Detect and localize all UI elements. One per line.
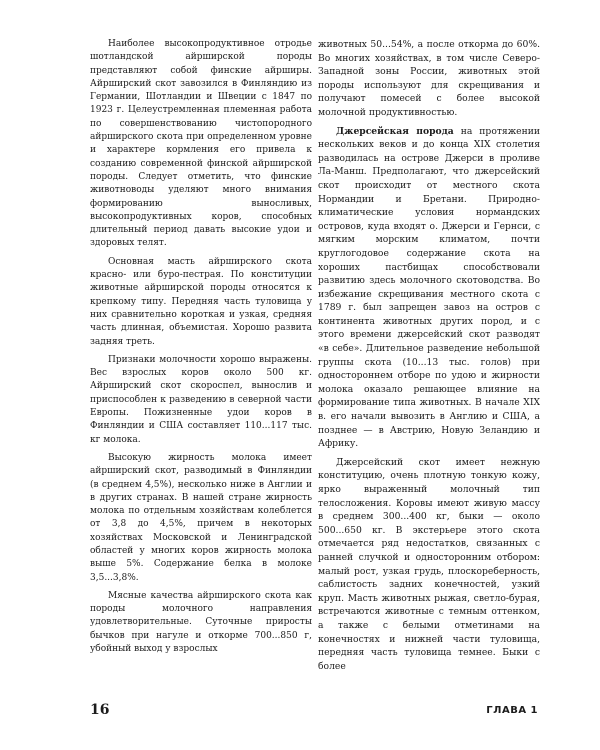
- paragraph-ayrshire-color: Основная масть айрширского скота красно- или буро-пестрая. По конституции животные айрширской породы относятся к крепкому типу. Передняя часть туловища у них сравнительно короткая и узкая, средняя часть длинная, объемистая. Хорошо развита задняя треть.: [90, 256, 312, 347]
- paragraph-ayrshire-fat-content: Высокую жирность молока имеет айрширский скот, разводимый в Финляндии (в среднем 4,5%), несколько ниже в Англии и в других странах. В нашей стране жирность молока по отдельным хозяйствам колеблется от 3,8 до 4,5%, причем в некоторых хозяйствах Московской и Ленинградской областей у многих коров жирность молока выше 5%. Содержание белка в молоке 3,5...3,8%.: [90, 452, 312, 583]
- paragraph-finnish-ayrshire: Наиболее высокопродуктивное отродье шотландской айрширской породы представляют собой финские айрширы. Айрширский скот завозился в Финляндию из Германии, Шотландии и Швеции с 1847 по 1923 г. Целеустремленная племенная работа по совершенствованию чистопородного айрширского скота при определенном уровне и характере кормления его привела к созданию современной финской айрширской породы. Следует отметить, что финские животноводы уделяют много внимания формированию выносливых, высокопродуктивных коров, способных длительный период давать высокие удои и здоровых телят.: [90, 39, 312, 249]
- running-head: ГЛАВА 1: [486, 705, 538, 716]
- paragraph-ayrshire-meat: Мясные качества айрширского скота как породы молочного направления удовлетворительные. Суточные приросты бычков при нагуле и откорме 700...850 г, убойный выход у взрослых: [90, 590, 312, 655]
- jersey-breed-term: Джерсейская порода: [336, 125, 454, 137]
- jersey-history-text: на протяжении нескольких веков и до конца XIX столетия разводилась на острове Джерси в проливе Ла-Манш. Предполагают, что джерсейский скот происходит от местного скота Нормандии и Бретани. Природно-климатические условия нормандских островов, куда входят о. Джерси и Гернси, с мягким морским климатом, почти круглогодовое содержание скота на хороших пастбищах способствовали развитию здесь молочного скотоводства. Во избежание скрещивания местного скота с 1789 г. был запрещен завоз на остров с континента животных других пород, и с этого времени джерсейский скот разводят «в себе». Длительное разведение небольшой группы скота (10...13 тыс. голов) при одностороннем отборе по удою и жирности молока оказало решающее влияние на формирование типа животных. В начале XIX в. его начали вывозить в Англию и США, а позднее — в Австрию, Новую Зеландию и Африку.: [318, 125, 540, 450]
- paragraph-jersey-constitution: Джерсейский скот имеет нежную конституцию, очень плотную тонкую кожу, ярко выраженный молочный тип телосложения. Коровы имеют живую массу в среднем 300...400 кг, быки — около 500...650 кг. В экстерьере этого скота отмечается ряд недостатков, связанных с ранней случкой и односторонним отбором: малый рост, узкая грудь, плоскореберность, саблистость задних конечностей, узкий круп. Масть животных рыжая, светло-бурая, встречаются животные с темным оттенком, а также с белыми отметинами на конечностях и нижней части туловища, передняя часть туловища темнее. Быки с более: [318, 456, 540, 672]
- paragraph-ayrshire-milk-traits: Признаки молочности хорошо выражены. Вес взрослых коров около 500 кг. Айрширский скот скороспел, вынослив и приспособлен к разведению в северной части Европы. Пожизненные удои коров в Финляндии и США составляет 110...117 тыс. кг молока.: [90, 354, 312, 445]
- right-column: [318, 38, 540, 678]
- paragraph-jersey-history: [318, 125, 540, 451]
- paragraph-ayrshire-meat-continued: животных 50...54%, а после откорма до 60%. Во многих хозяйствах, в том числе Северо-Западной зоны России, животных этой породы используют для скрещивания и получают помесей с более высокой молочной продуктивностью.: [318, 39, 540, 118]
- left-column: [90, 38, 312, 661]
- page-number: 16: [90, 702, 110, 718]
